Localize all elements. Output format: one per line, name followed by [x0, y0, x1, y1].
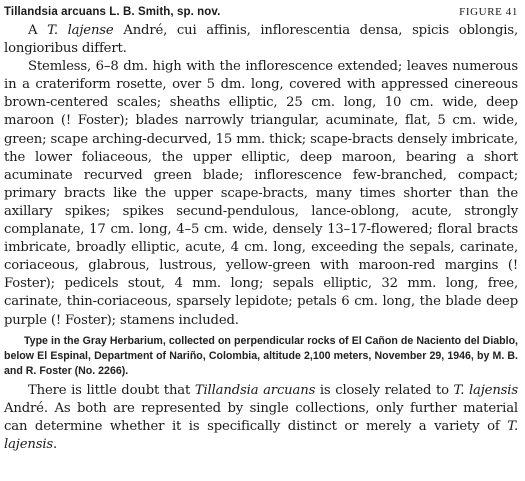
- closing-remarks: [4, 382, 518, 454]
- closing-text-1: There is little doubt that: [28, 383, 195, 399]
- closing-taxon-3: T. lajensis: [4, 419, 518, 453]
- species-title: Tillandsia arcuans L. B. Smith, sp. nov.: [4, 6, 221, 18]
- type-statement: Type in the Gray Herbarium, collected on perpendicular rocks of El Cañon de Naciento del Diablo, below El Espinal, Department of Nariño, Colombia, altitude 2,100 meters, November 29, 1946, by M. B. and R. Foster (No. 2266).: [4, 334, 518, 377]
- closing-text-3: André. As both are represented by single collections, only further material can determine whether it is specifically distinct or merely a variety of: [4, 401, 518, 435]
- closing-text-4: .: [53, 437, 58, 453]
- document-page: [4, 2, 518, 455]
- latin-taxon: T. lajense: [47, 23, 114, 38]
- latin-text-rest: André, cui affinis, inflorescentia densa, spicis oblongis, longioribus differt.: [4, 23, 519, 57]
- figure-label: FIGURE 41: [459, 6, 518, 18]
- closing-text-2: is closely related to: [315, 383, 454, 399]
- latin-diagnosis: [4, 22, 518, 58]
- latin-text: A: [28, 23, 48, 38]
- page-header: [4, 2, 518, 22]
- species-description: Stemless, 6–8 dm. high with the inflorescence extended; leaves numerous in a crateriform rosette, over 5 dm. long, covered with appressed cinereous brown-centered scales; sheaths elliptic, 25 cm. long, 10 cm. wide, deep maroon (! Foster); blades narrowly triangular, acuminate, flat, 5 cm. wide, green; scape arching-decurved, 15 mm. thick; scape-bracts densely imbricate, the lower foliaceous, the upper elliptic, deep maroon, bearing a short acuminate recurved green blade; inflorescence few-branched, compact; primary bracts like the upper scape-bracts, many times shorter than the axillary spikes; spikes secund-pendulous, lance-oblong, acute, strongly complanate, 17 cm. long, 4–5 cm. wide, densely 13–17-flowered; floral bracts imbricate, broadly elliptic, acute, 4 cm. long, exceeding the sepals, carinate, coriaceous, glabrous, lustrous, yellow-green with maroon-red margins (! Foster); pedicels stout, 4 mm. long; sepals elliptic, 32 mm. long, free, carinate, thin-coriaceous, sparsely lepidote; petals 6 cm. long, the blade deep purple (! Foster); stamens included.: [4, 59, 518, 328]
- closing-taxon-1: Tillandsia arcuans: [194, 383, 316, 399]
- closing-taxon-2: T. lajensis: [453, 383, 518, 399]
